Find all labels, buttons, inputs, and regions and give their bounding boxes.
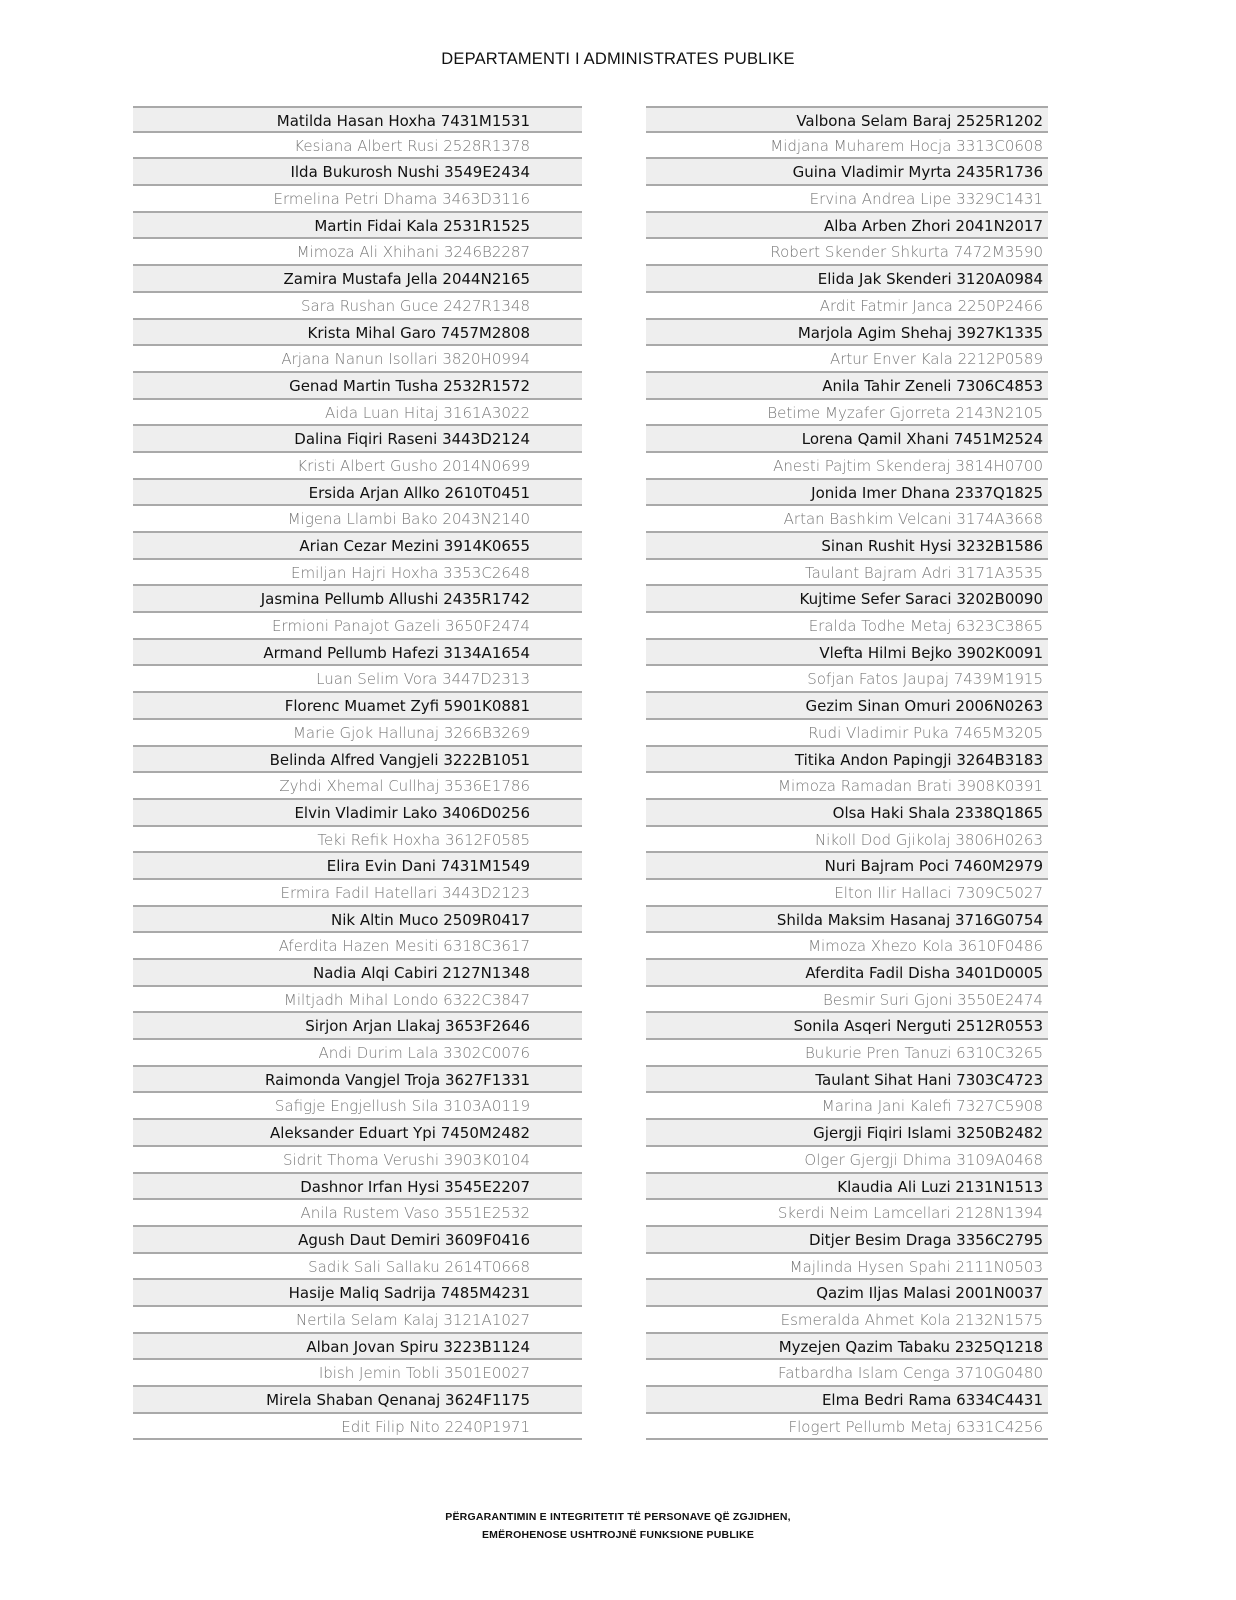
list-item: Ermelina Petri Dhama 3463D3116 [133, 186, 582, 213]
list-item: Skerdi Neim Lamcellari 2128N1394 [646, 1200, 1048, 1227]
list-item: Matilda Hasan Hoxha 7431M1531 [133, 106, 582, 133]
list-item: Migena Llambi Bako 2043N2140 [133, 506, 582, 533]
list-item: Andi Durim Lala 3302C0076 [133, 1040, 582, 1067]
list-item: Ilda Bukurosh Nushi 3549E2434 [133, 159, 582, 186]
list-item: Aferdita Hazen Mesiti 6318C3617 [133, 933, 582, 960]
list-item: Bukurie Pren Tanuzi 6310C3265 [646, 1040, 1048, 1067]
list-item: Zamira Mustafa Jella 2044N2165 [133, 266, 582, 293]
list-item: Ibish Jemin Tobli 3501E0027 [133, 1360, 582, 1387]
list-item: Olger Gjergji Dhima 3109A0468 [646, 1147, 1048, 1174]
list-item: Sidrit Thoma Verushi 3903K0104 [133, 1147, 582, 1174]
list-item: Emiljan Hajri Hoxha 3353C2648 [133, 560, 582, 587]
list-item: Anila Rustem Vaso 3551E2532 [133, 1200, 582, 1227]
list-item: Gjergji Fiqiri Islami 3250B2482 [646, 1120, 1048, 1147]
list-item: Krista Mihal Garo 7457M2808 [133, 320, 582, 347]
list-item: Artan Bashkim Velcani 3174A3668 [646, 506, 1048, 533]
list-item: Elton Ilir Hallaci 7309C5027 [646, 880, 1048, 907]
list-item: Elida Jak Skenderi 3120A0984 [646, 266, 1048, 293]
list-item: Anila Tahir Zeneli 7306C4853 [646, 373, 1048, 400]
list-item: Aferdita Fadil Disha 3401D0005 [646, 960, 1048, 987]
list-item: Raimonda Vangjel Troja 3627F1331 [133, 1067, 582, 1094]
list-item: Rudi Vladimir Puka 7465M3205 [646, 720, 1048, 747]
list-item: Ermioni Panajot Gazeli 3650F2474 [133, 613, 582, 640]
list-item: Anesti Pajtim Skenderaj 3814H0700 [646, 453, 1048, 480]
list-item: Alba Arben Zhori 2041N2017 [646, 213, 1048, 240]
list-item: Sadik Sali Sallaku 2614T0668 [133, 1254, 582, 1281]
list-item: Ermira Fadil Hatellari 3443D2123 [133, 880, 582, 907]
list-item: Majlinda Hysen Spahi 2111N0503 [646, 1254, 1048, 1281]
list-item: Myzejen Qazim Tabaku 2325Q1218 [646, 1334, 1048, 1361]
list-item: Agush Daut Demiri 3609F0416 [133, 1227, 582, 1254]
list-item: Luan Selim Vora 3447D2313 [133, 666, 582, 693]
list-item: Sofjan Fatos Jaupaj 7439M1915 [646, 666, 1048, 693]
list-item: Alban Jovan Spiru 3223B1124 [133, 1334, 582, 1361]
list-item: Kesiana Albert Rusi 2528R1378 [133, 133, 582, 160]
list-item: Dashnor Irfan Hysi 3545E2207 [133, 1174, 582, 1201]
list-item: Aida Luan Hitaj 3161A3022 [133, 400, 582, 427]
list-item: Eralda Todhe Metaj 6323C3865 [646, 613, 1048, 640]
list-item: Armand Pellumb Hafezi 3134A1654 [133, 640, 582, 667]
list-item: Ardit Fatmir Janca 2250P2466 [646, 293, 1048, 320]
list-item: Dalina Fiqiri Raseni 3443D2124 [133, 426, 582, 453]
list-item: Jasmina Pellumb Allushi 2435R1742 [133, 586, 582, 613]
list-item: Mimoza Xhezo Kola 3610F0486 [646, 933, 1048, 960]
list-item: Nadia Alqi Cabiri 2127N1348 [133, 960, 582, 987]
list-item: Elma Bedri Rama 6334C4431 [646, 1387, 1048, 1414]
list-item: Florenc Muamet Zyfi 5901K0881 [133, 693, 582, 720]
list-item: Kristi Albert Gusho 2014N0699 [133, 453, 582, 480]
list-item: Sinan Rushit Hysi 3232B1586 [646, 533, 1048, 560]
list-item: Kujtime Sefer Saraci 3202B0090 [646, 586, 1048, 613]
list-item: Arian Cezar Mezini 3914K0655 [133, 533, 582, 560]
list-item: Vlefta Hilmi Bejko 3902K0091 [646, 640, 1048, 667]
list-item: Aleksander Eduart Ypi 7450M2482 [133, 1120, 582, 1147]
list-item: Nikoll Dod Gjikolaj 3806H0263 [646, 827, 1048, 854]
list-item: Besmir Suri Gjoni 3550E2474 [646, 987, 1048, 1014]
list-item: Flogert Pellumb Metaj 6331C4256 [646, 1414, 1048, 1441]
list-item: Nik Altin Muco 2509R0417 [133, 907, 582, 934]
list-item: Artur Enver Kala 2212P0589 [646, 346, 1048, 373]
list-item: Taulant Sihat Hani 7303C4723 [646, 1067, 1048, 1094]
list-item: Hasije Maliq Sadrija 7485M4231 [133, 1280, 582, 1307]
list-item: Arjana Nanun Isollari 3820H0994 [133, 346, 582, 373]
list-item: Zyhdi Xhemal Cullhaj 3536E1786 [133, 773, 582, 800]
list-item: Belinda Alfred Vangjeli 3222B1051 [133, 747, 582, 774]
list-item: Martin Fidai Kala 2531R1525 [133, 213, 582, 240]
list-item: Mimoza Ramadan Brati 3908K0391 [646, 773, 1048, 800]
list-item: Nuri Bajram Poci 7460M2979 [646, 853, 1048, 880]
list-item: Elvin Vladimir Lako 3406D0256 [133, 800, 582, 827]
list-item: Miltjadh Mihal Londo 6322C3847 [133, 987, 582, 1014]
list-item: Gezim Sinan Omuri 2006N0263 [646, 693, 1048, 720]
list-item: Ervina Andrea Lipe 3329C1431 [646, 186, 1048, 213]
list-item: Edit Filip Nito 2240P1971 [133, 1414, 582, 1441]
list-item: Nertila Selam Kalaj 3121A1027 [133, 1307, 582, 1334]
list-item: Shilda Maksim Hasanaj 3716G0754 [646, 907, 1048, 934]
left-name-list [133, 106, 582, 1440]
list-item: Fatbardha Islam Cenga 3710G0480 [646, 1360, 1048, 1387]
list-item: Sara Rushan Guce 2427R1348 [133, 293, 582, 320]
footer [0, 1508, 1236, 1544]
list-item: Klaudia Ali Luzi 2131N1513 [646, 1174, 1048, 1201]
list-item: Lorena Qamil Xhani 7451M2524 [646, 426, 1048, 453]
list-item: Mirela Shaban Qenanaj 3624F1175 [133, 1387, 582, 1414]
list-item: Titika Andon Papingji 3264B3183 [646, 747, 1048, 774]
page-title: DEPARTAMENTI I ADMINISTRATES PUBLIKE [441, 50, 795, 68]
list-item: Safigje Engjellush Sila 3103A0119 [133, 1093, 582, 1120]
list-item: Marie Gjok Hallunaj 3266B3269 [133, 720, 582, 747]
list-item: Valbona Selam Baraj 2525R1202 [646, 106, 1048, 133]
list-item: Genad Martin Tusha 2532R1572 [133, 373, 582, 400]
list-item: Guina Vladimir Myrta 2435R1736 [646, 159, 1048, 186]
list-item: Mimoza Ali Xhihani 3246B2287 [133, 239, 582, 266]
footer-line-2: EMËROHENOSE USHTROJNË FUNKSIONE PUBLIKE [481, 1529, 755, 1541]
list-item: Taulant Bajram Adri 3171A3535 [646, 560, 1048, 587]
list-item: Ditjer Besim Draga 3356C2795 [646, 1227, 1048, 1254]
list-item: Midjana Muharem Hocja 3313C0608 [646, 133, 1048, 160]
list-item: Teki Refik Hoxha 3612F0585 [133, 827, 582, 854]
list-item: Marjola Agim Shehaj 3927K1335 [646, 320, 1048, 347]
list-item: Marina Jani Kalefi 7327C5908 [646, 1093, 1048, 1120]
list-item: Ersida Arjan Allko 2610T0451 [133, 480, 582, 507]
right-name-list [646, 106, 1048, 1440]
list-item: Sonila Asqeri Nerguti 2512R0553 [646, 1013, 1048, 1040]
list-item: Olsa Haki Shala 2338Q1865 [646, 800, 1048, 827]
list-item: Esmeralda Ahmet Kola 2132N1575 [646, 1307, 1048, 1334]
list-item: Betime Myzafer Gjorreta 2143N2105 [646, 400, 1048, 427]
list-item: Elira Evin Dani 7431M1549 [133, 853, 582, 880]
list-item: Qazim Iljas Malasi 2001N0037 [646, 1280, 1048, 1307]
list-item: Sirjon Arjan Llakaj 3653F2646 [133, 1013, 582, 1040]
list-item: Jonida Imer Dhana 2337Q1825 [646, 480, 1048, 507]
footer-line-1: PËRGARANTIMIN E INTEGRITETIT TË PERSONAVE QË ZGJIDHEN, [445, 1511, 791, 1523]
list-item: Robert Skender Shkurta 7472M3590 [646, 239, 1048, 266]
